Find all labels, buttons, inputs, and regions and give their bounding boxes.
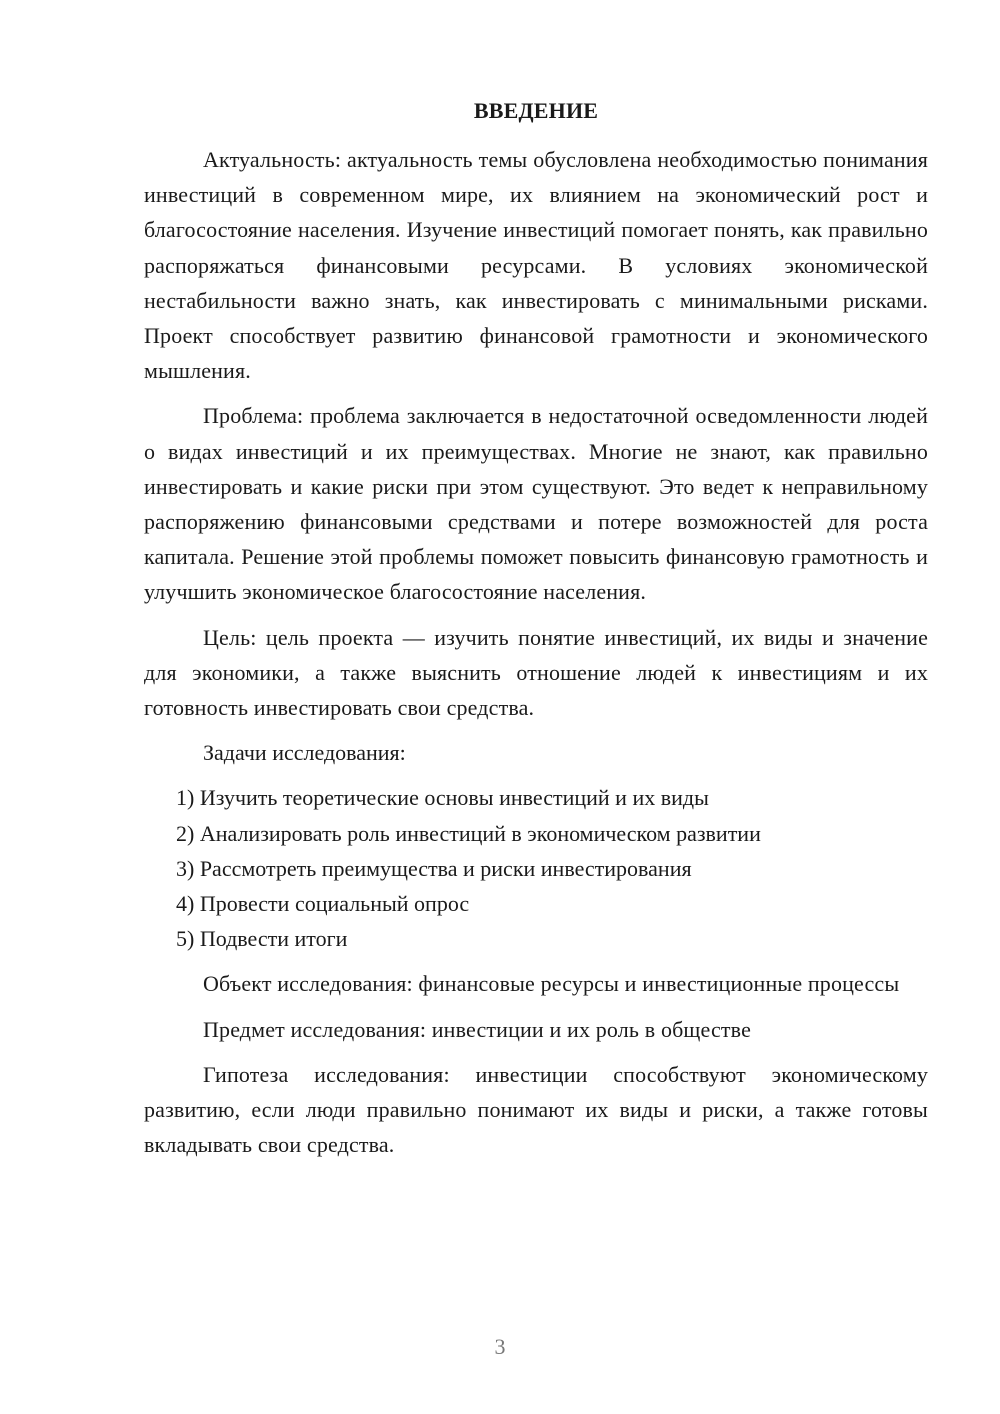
hypothesis-paragraph: Гипотеза исследования: инвестиции способствуют экономическому развитию, если люди правильно понимают их виды и риски, а также готовы вкладывать свои средства. bbox=[144, 1061, 928, 1158]
goal-paragraph: Цель: цель проекта — изучить понятие инвестиций, их виды и значение для экономики, а также выяснить отношение людей к инвестициям и их готовность инвестировать свои средства. bbox=[144, 624, 928, 721]
page-content bbox=[144, 96, 928, 1162]
relevance-paragraph: Актуальность: актуальность темы обусловлена необходимостью понимания инвестиций в современном мире, их влиянием на экономический рост и благосостояние населения. Изучение инвестиций помогает понять, как правильно распоряжаться финансовыми ресурсами. В условиях экономической нестабильности важно знать, как инвестировать с минимальными рисками. Проект способствует развитию финансовой грамотности и экономического мышления. bbox=[144, 147, 928, 384]
subject-paragraph: Предмет исследования: инвестиции и их роль в обществе bbox=[203, 1016, 751, 1042]
task-item: 2) Анализировать роль инвестиций в экономическом развитии bbox=[176, 820, 761, 846]
tasks-list bbox=[144, 780, 928, 956]
tasks-heading: Задачи исследования: bbox=[203, 740, 406, 766]
object-paragraph: Объект исследования: финансовые ресурсы и инвестиционные процессы bbox=[203, 971, 900, 997]
task-item: 5) Подвести итоги bbox=[176, 926, 348, 952]
task-item: 4) Провести социальный опрос bbox=[176, 891, 470, 917]
page-title: ВВЕДЕНИЕ bbox=[473, 98, 599, 123]
page-number: 3 bbox=[494, 1334, 506, 1359]
problem-paragraph: Проблема: проблема заключается в недостаточной осведомленности людей о видах инвестиций и их преимуществах. Многие не знают, как правильно инвестировать и какие риски при этом существуют. Это ведет к неправильному распоряжению финансовыми средствами и потере возможностей для роста капитала. Решение этой проблемы поможет повысить финансовую грамотность и улучшить экономическое благосостояние населения. bbox=[144, 403, 928, 605]
task-item: 1) Изучить теоретические основы инвестиций и их виды bbox=[176, 785, 709, 811]
task-item: 3) Рассмотреть преимущества и риски инвестирования bbox=[176, 855, 692, 881]
